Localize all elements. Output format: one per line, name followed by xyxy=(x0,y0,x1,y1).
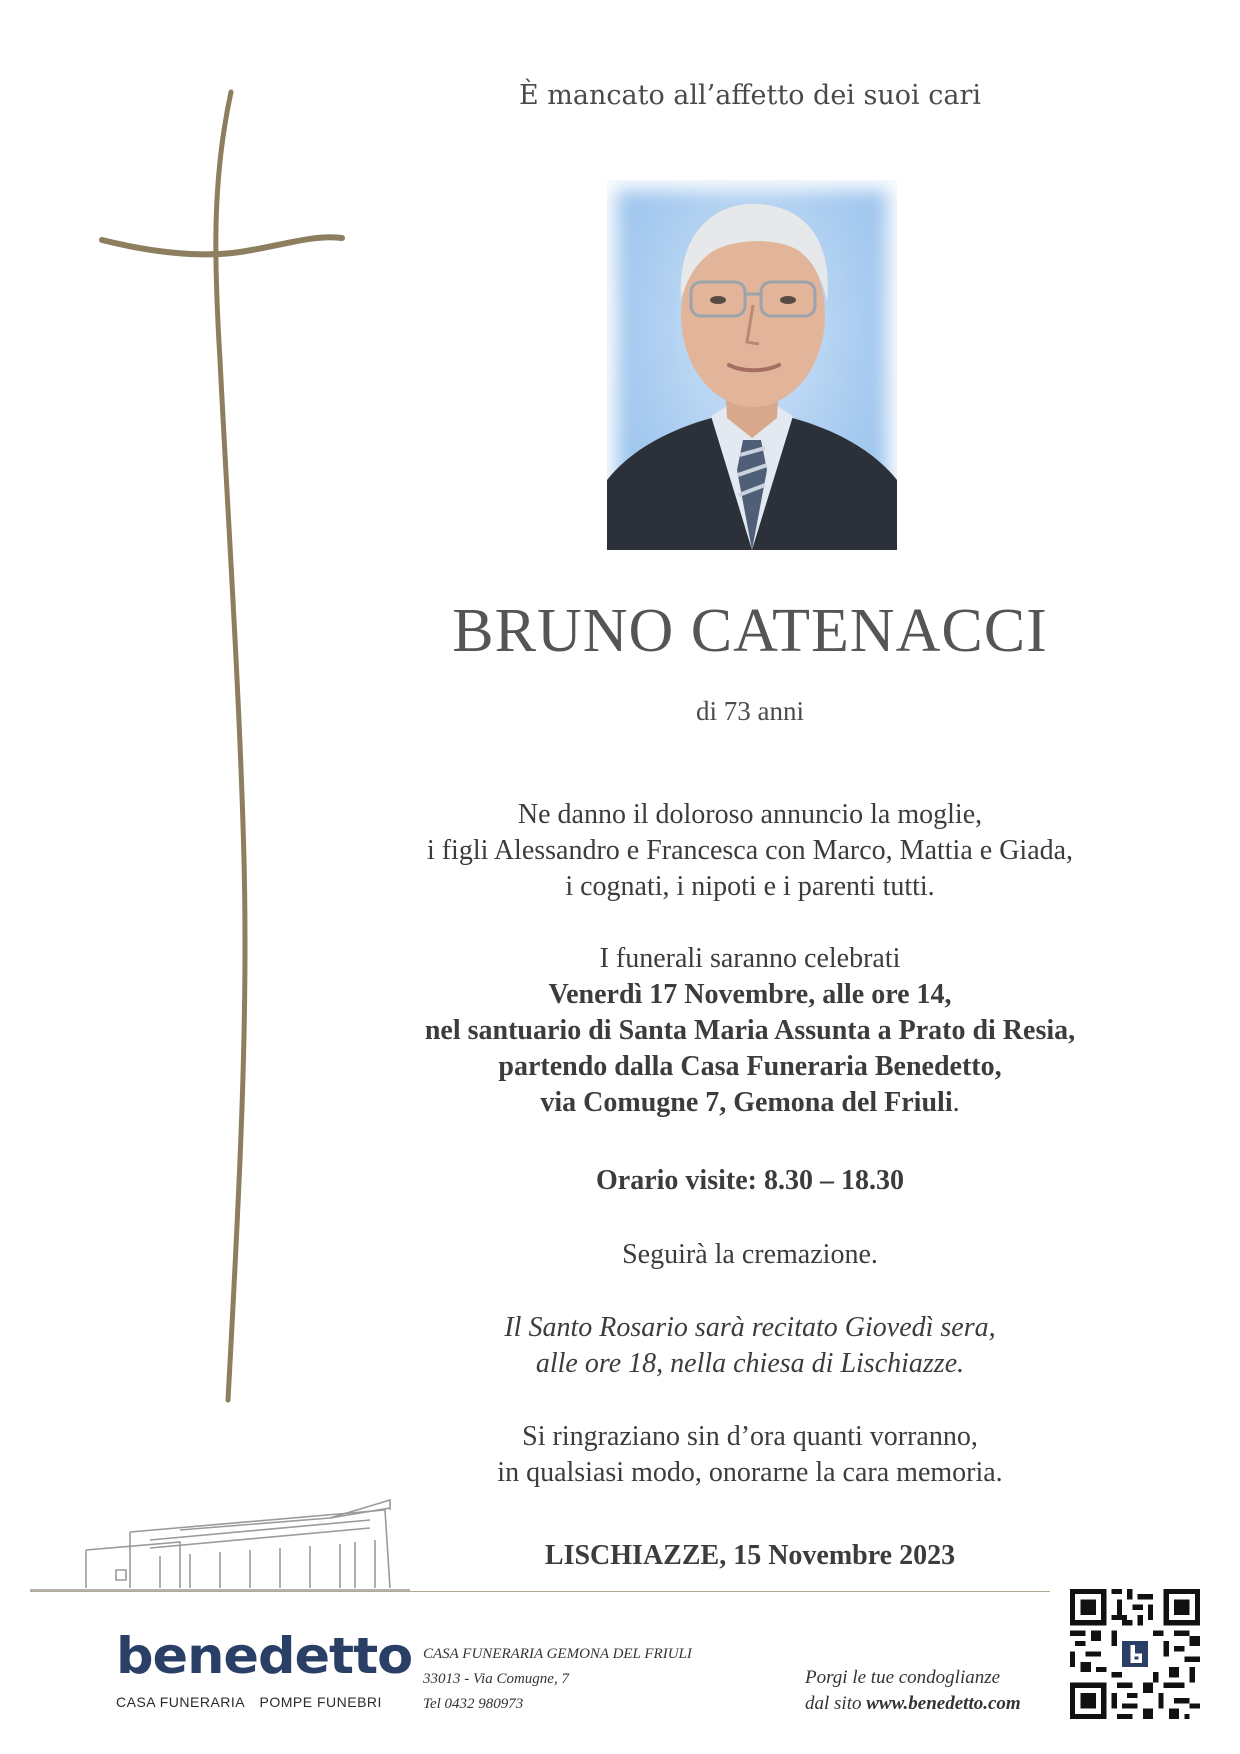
funeral-date: Venerdì 17 Novembre, alle ore 14, xyxy=(548,979,952,1010)
rosary-line: Il Santo Rosario sarà recitato Giovedì sera, xyxy=(504,1312,996,1343)
logo-sub-pompe: POMPE FUNEBRI xyxy=(259,1694,382,1710)
thanks-line: Si ringraziano sin d’ora quanti vorranno, xyxy=(522,1421,978,1452)
cross-icon xyxy=(0,0,360,1420)
rosary-line: alle ore 18, nella chiesa di Lischiazze. xyxy=(535,1348,965,1379)
funeral-address: via Comugne 7, Gemona del Friuli xyxy=(540,1087,953,1118)
contact-line: CASA FUNERARIA GEMONA DEL FRIULI xyxy=(423,1646,692,1662)
condolence-line-1: Porgi le tue condoglianze xyxy=(805,1667,1001,1688)
funeral-address-end: . xyxy=(952,1087,960,1118)
portrait-photo xyxy=(607,180,897,550)
logo-sub-casa: CASA FUNERARIA xyxy=(116,1694,246,1710)
intro-text: È mancato all’affetto dei suoi cari xyxy=(519,80,981,111)
deceased-name: BRUNO CATENACCI xyxy=(452,597,1048,665)
condolence-line-2 xyxy=(805,1691,1021,1717)
benedetto-logo: benedetto xyxy=(116,1627,413,1685)
rosary-block xyxy=(370,1310,1130,1382)
cremation-note: Seguirà la cremazione. xyxy=(622,1239,878,1270)
building-icon xyxy=(30,1470,410,1595)
announcement-line: i cognati, i nipoti e i parenti tutti. xyxy=(565,871,935,902)
funeral-address-line xyxy=(370,1085,1130,1121)
thanks-line: in qualsiasi modo, onorarne la cara memoria. xyxy=(497,1457,1003,1488)
announcement-line: Ne danno il doloroso annuncio la moglie, xyxy=(517,799,983,830)
funeral-departure: partendo dalla Casa Funeraria Benedetto, xyxy=(498,1051,1002,1082)
condolence-website-link[interactable]: www.benedetto.com xyxy=(866,1693,1021,1714)
portrait-illustration xyxy=(607,180,897,550)
footer-divider xyxy=(30,1591,1050,1592)
visiting-hours: Orario visite: 8.30 – 18.30 xyxy=(596,1165,904,1196)
qr-code-icon[interactable] xyxy=(1070,1589,1200,1719)
funeral-block xyxy=(370,941,1130,1121)
condolence-prefix: dal sito xyxy=(805,1693,867,1714)
contact-line: Tel 0432 980973 xyxy=(423,1696,524,1712)
funeral-church: nel santuario di Santa Maria Assunta a Prato di Resia, xyxy=(424,1015,1076,1046)
condolence-text xyxy=(805,1665,1021,1717)
funeral-home-contact xyxy=(423,1642,692,1717)
announcement-block xyxy=(370,797,1130,905)
thanks-block xyxy=(370,1419,1130,1491)
deceased-age: di 73 anni xyxy=(696,696,804,726)
announcement-line: i figli Alessandro e Francesca con Marco, Mattia e Giada, xyxy=(426,835,1074,866)
contact-line: 33013 - Via Comugne, 7 xyxy=(423,1671,569,1687)
funeral-intro: I funerali saranno celebrati xyxy=(599,943,901,974)
logo-subtitle xyxy=(116,1694,392,1710)
place-and-date: LISCHIAZZE, 15 Novembre 2023 xyxy=(544,1540,956,1571)
